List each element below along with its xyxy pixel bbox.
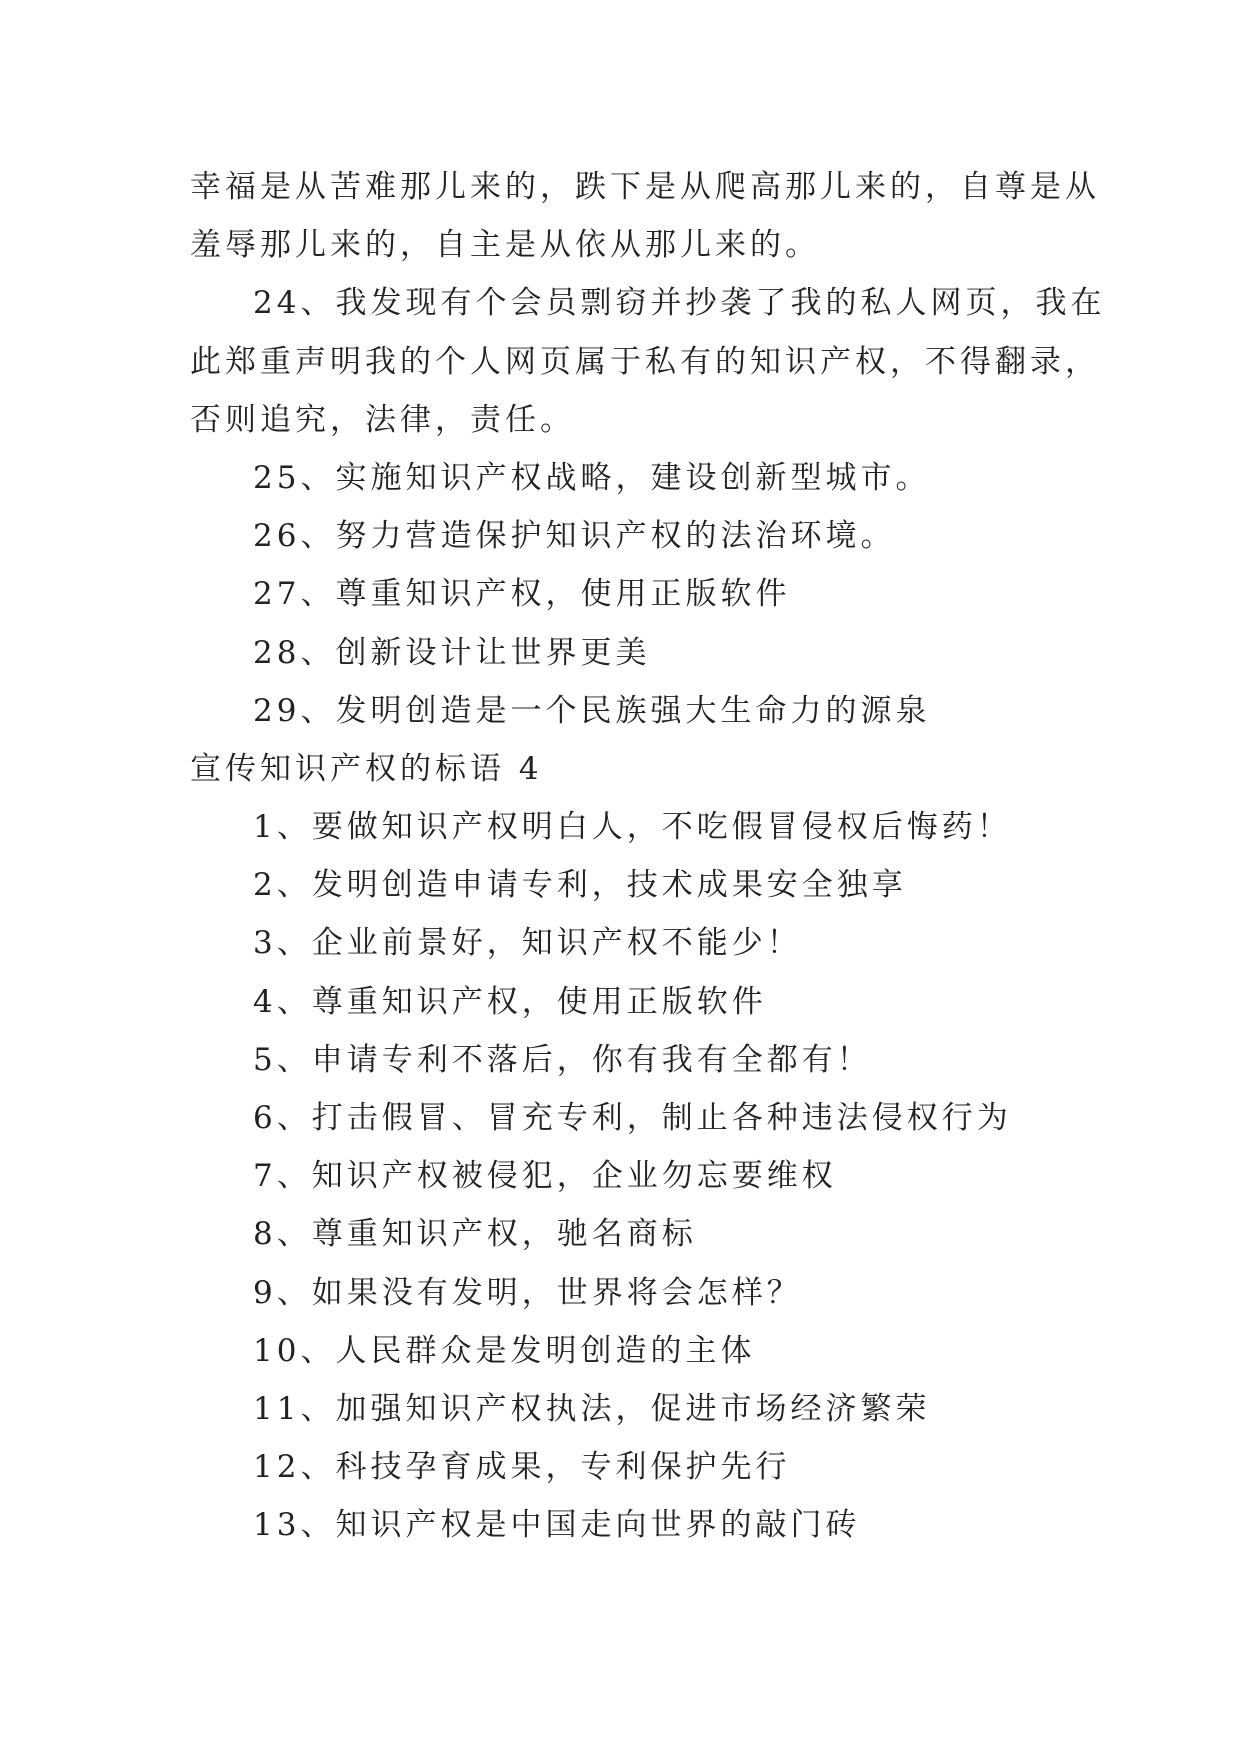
slogan-item-2: 2、发明创造申请专利，技术成果安全独享 — [253, 867, 907, 904]
slogan-item-26: 26、努力营造保护知识产权的法治环境。 — [253, 518, 896, 555]
paragraph-line: 羞辱那儿来的，自主是从依从那儿来的。 — [190, 227, 820, 264]
slogan-item-3: 3、企业前景好，知识产权不能少！ — [253, 925, 802, 962]
slogan-item-11: 11、加强知识产权执法，促进市场经济繁荣 — [253, 1390, 931, 1427]
slogan-item-6: 6、打击假冒、冒充专利，制止各种违法侵权行为 — [253, 1100, 1012, 1136]
document-body — [190, 158, 1106, 1555]
slogan-item-4: 4、尊重知识产权，使用正版软件 — [253, 983, 767, 1020]
slogan-item-28: 28、创新设计让世界更美 — [253, 634, 651, 671]
section-heading: 宣传知识产权的标语 4 — [190, 750, 543, 787]
slogan-item-10: 10、人民群众是发明创造的主体 — [253, 1332, 756, 1369]
slogan-item-9: 9、如果没有发明，世界将会怎样？ — [253, 1274, 802, 1311]
slogan-item-8: 8、尊重知识产权，驰名商标 — [253, 1216, 697, 1253]
slogan-item-13: 13、知识产权是中国走向世界的敲门砖 — [253, 1507, 861, 1544]
paragraph-line: 幸福是从苦难那儿来的，跌下是从爬高那儿来的，自尊是从 — [190, 169, 1100, 205]
slogan-item-7: 7、知识产权被侵犯，企业勿忘要维权 — [253, 1158, 837, 1195]
slogan-item-12: 12、科技孕育成果，专利保护先行 — [253, 1449, 791, 1486]
paragraph-line: 否则追究，法律，责任。 — [190, 401, 575, 438]
slogan-item-27: 27、尊重知识产权，使用正版软件 — [253, 576, 791, 613]
slogan-item-25: 25、实施知识产权战略，建设创新型城市。 — [253, 459, 931, 496]
slogan-item-1: 1、要做知识产权明白人，不吃假冒侵权后悔药！ — [253, 809, 1012, 846]
slogan-item-29: 29、发明创造是一个民族强大生命力的源泉 — [253, 692, 931, 729]
paragraph-line: 此郑重声明我的个人网页属于私有的知识产权，不得翻录， — [190, 343, 1100, 380]
slogan-item-5: 5、申请专利不落后，你有我有全都有！ — [253, 1041, 872, 1078]
slogan-item-24: 24、我发现有个会员剽窃并抄袭了我的私人网页，我在 — [253, 285, 1106, 322]
